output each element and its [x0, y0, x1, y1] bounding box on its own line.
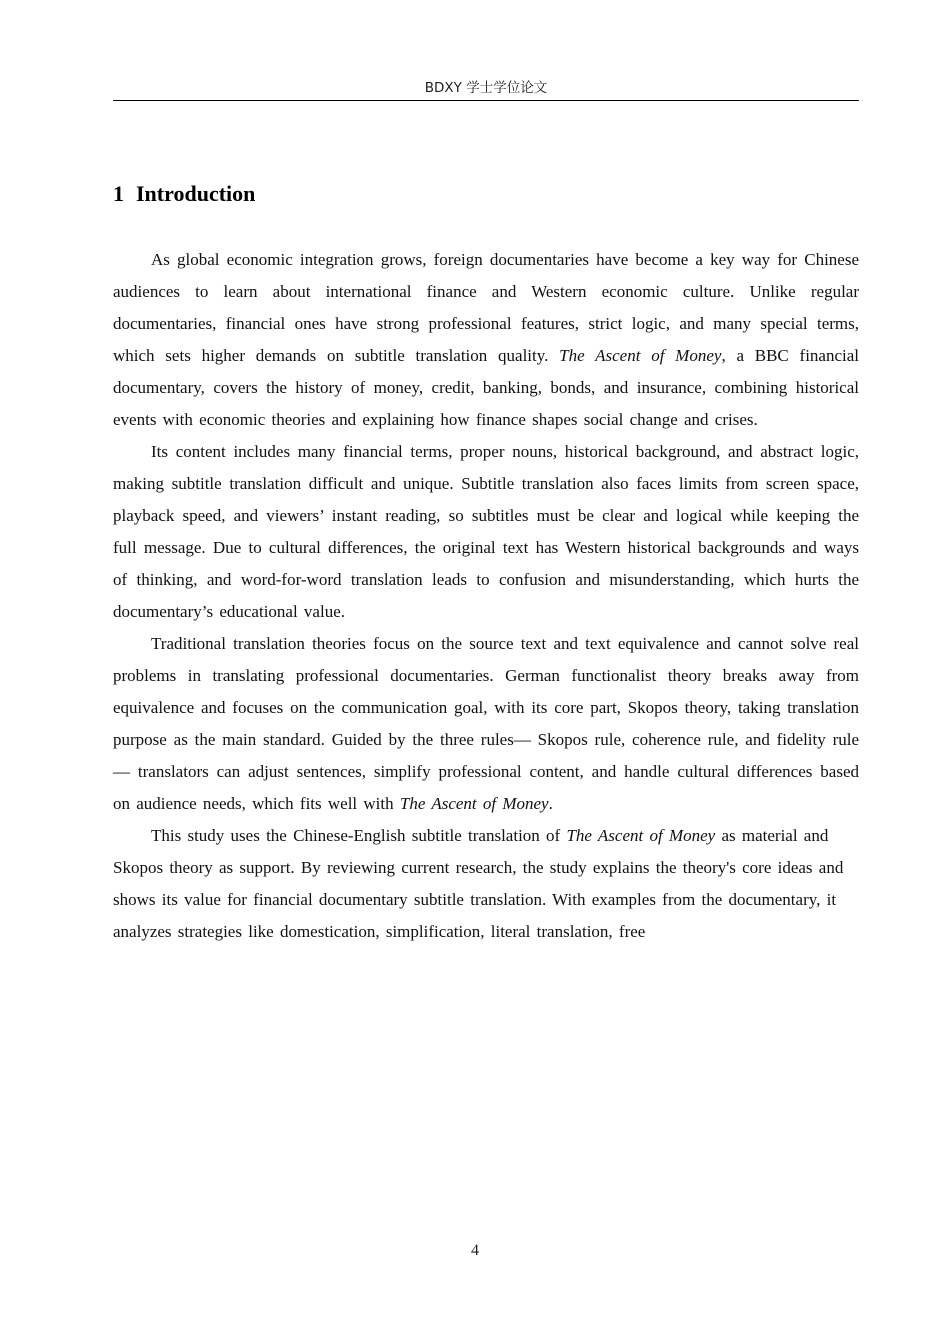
section-number: 1: [113, 181, 124, 206]
work-title: The Ascent of Money: [399, 794, 549, 813]
body-text: [113, 244, 859, 948]
paragraph-4: This study uses the Chinese-English subtitle translation of The Ascent of Money as material and Skopos theory as support. By reviewing current research, the study explains the theory's core ideas and shows its value for financial documentary subtitle translation. With examples from the documentary, it analyzes strategies like domestication, simplification, literal translation, free: [113, 826, 844, 941]
paragraph-1: As global economic integration grows, foreign documentaries have become a key way for Chinese audiences to learn about international finance and Western economic culture. Unlike regular documentaries, financial ones have strong professional features, strict logic, and many special terms, which sets higher demands on subtitle translation quality. The Ascent of Money, a BBC financial documentary, covers the history of money, credit, banking, bonds, and insurance, combining historical events with economic theories and explaining how finance shapes social change and crises.: [113, 250, 859, 429]
running-header: BDXY 学士学位论文: [424, 80, 548, 96]
paragraph-2: Its content includes many financial terms, proper nouns, historical background, and abstract logic, making subtitle translation difficult and unique. Subtitle translation also faces limits from screen space, playback speed, and viewers’ instant reading, so subtitles must be clear and logical while keeping the full message. Due to cultural differences, the original text has Western historical backgrounds and ways of thinking, and word-for-word translation leads to confusion and misunderstanding, which hurts the documentary’s educational value.: [113, 442, 859, 621]
section-heading: [113, 181, 255, 207]
header-rule: [113, 100, 859, 101]
paragraph-3: Traditional translation theories focus on the source text and text equivalence and cannot solve real problems in translating professional documentaries. German functionalist theory breaks away from equivalence and focuses on the communication goal, with its core part, Skopos theory, taking translation purpose as the main standard. Guided by the three rules— Skopos rule, coherence rule, and fidelity rule— translators can adjust sentences, simplify professional content, and handle cultural differences based on audience needs, which fits well with The Ascent of Money.: [113, 634, 859, 813]
work-title: The Ascent of Money: [566, 826, 716, 845]
page-number: 4: [471, 1242, 479, 1259]
work-title: The Ascent of Money: [559, 346, 722, 365]
section-title: Introduction: [136, 181, 256, 206]
